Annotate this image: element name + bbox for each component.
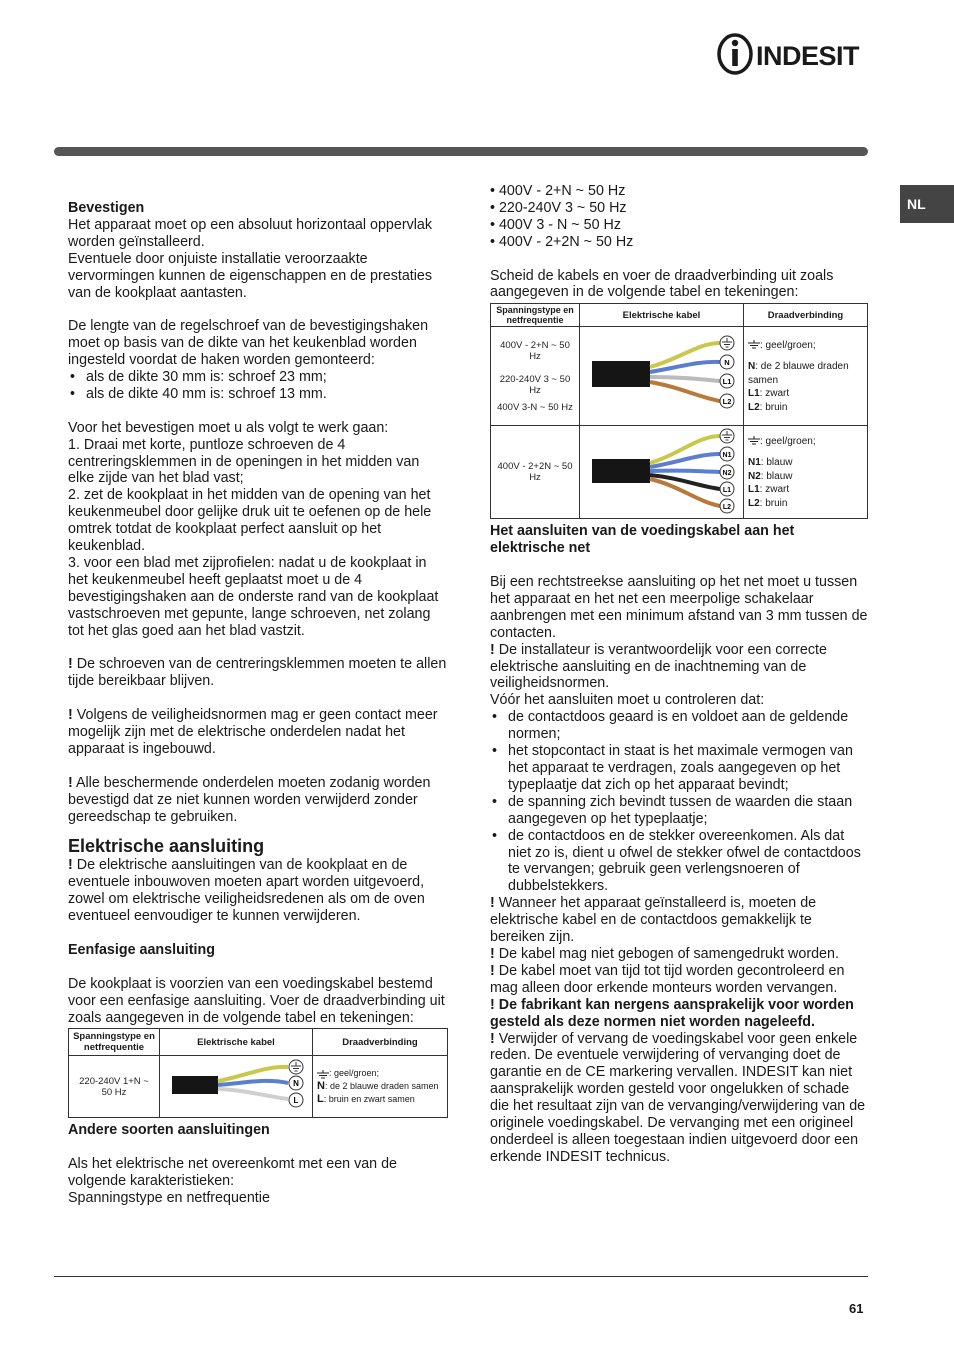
step: 2. zet de kookplaat in het midden van de opening van het keukenmeubel door gelijke druk uit te oefenen op de hele omtrek totdat de kookplaat perfect aansluit op het keukenblad.	[68, 487, 432, 555]
terminal-label: N	[724, 358, 730, 368]
language-tab: NL	[900, 185, 954, 223]
cable-drawing-cell	[160, 1056, 313, 1118]
warning	[68, 707, 448, 758]
paragraph: Als het elektrische net overeenkomt met een van de volgende karakteristieken:	[68, 1156, 398, 1190]
warning-mark: !	[68, 774, 73, 791]
warning-mark: !	[490, 945, 495, 962]
section-title-net: Het aansluiten van de voedingskabel aan het elektrische net	[490, 523, 795, 557]
section-title-bevestigen: Bevestigen	[68, 200, 145, 216]
frequency-value: 220-240V 3 ~ 50 Hz	[499, 373, 571, 396]
wire-text: : bruin en zwart samen	[323, 1094, 415, 1105]
warning-text: De elektrische aansluitingen van de kookplaat en de eventuele inbouwoven moeten apart worden uitgevoerd, zowel om elektrische veiligheidsredenen als om de oven eventueel eenvoudiger te kunnen verwijderen.	[68, 857, 425, 925]
paragraph: Eventuele door onjuiste installatie veroorzaakte vervormingen kunnen de eigenschappen en de prestaties van de kookplaat aantasten.	[68, 250, 433, 301]
dikte-list	[68, 369, 448, 403]
table-cell-frequency: 400V - 2+2N ~ 50 Hz	[491, 426, 580, 519]
warning-text: De fabrikant kan nergens aansprakelijk voor worden gesteld als deze normen niet worden nageleefd.	[490, 996, 854, 1030]
page-number: 61	[849, 1301, 864, 1316]
wire-text: : zwart	[759, 484, 790, 496]
frequency-value: 400V - 2+N ~ 50 Hz	[500, 339, 570, 362]
warning-text: Wanneer het apparaat geïnstalleerd is, moeten de elektrische kabel en de contactdoos gemakkelijk te bereiken zijn.	[490, 895, 817, 946]
table-header: Draadverbinding	[744, 304, 868, 327]
wire-text: : geel/groen;	[329, 1068, 380, 1079]
section-title-elektrische-aansluiting: Elektrische aansluiting	[68, 836, 265, 857]
left-column	[68, 200, 448, 1207]
frequency-item: • 400V - 2+N ~ 50 Hz	[490, 183, 626, 199]
warning-text: De schroeven van de centreringsklemmen moeten te allen tijde bereikbaar blijven.	[68, 656, 447, 690]
paragraph: Bij een rechtstreekse aansluiting op het net moet u tussen het apparaat en het net een meerpolige schakelaar aanbrengen met een minimum afstand van 3 mm tussen de contacten.	[490, 574, 868, 641]
warning-text: Alle beschermende onderdelen moeten zodanig worden bevestigd dat ze niet kunnen worden verwijderd zonder gereedschap te gebruiken.	[68, 774, 431, 825]
wire-text: : de 2 blauwe draden samen	[324, 1081, 439, 1092]
ground-symbol-icon	[748, 436, 760, 445]
warning	[490, 946, 870, 963]
wire-text: : bruin	[759, 401, 788, 413]
terminal-label: N1	[722, 452, 732, 460]
frequency-item: • 400V - 2+2N ~ 50 Hz	[490, 233, 634, 250]
brand-wordmark: INDESIT	[756, 41, 860, 71]
check-list	[490, 709, 870, 895]
wire-text: : geel/groen;	[760, 435, 816, 447]
warning-mark: !	[490, 895, 495, 912]
paragraph: De lengte van de regelschroef van de bevestigingshaken moet op basis van de dikte van het keukenblad worden ingesteld voordat de haken worden gemonteerd:	[68, 318, 429, 369]
terminal-label: N2	[722, 470, 732, 478]
list-item: • het stopcontact in staat is het maximale vermogen van het apparaat te verdragen, zoals aangegeven op het typeplaatje dat zich op het apparaat bevindt;	[490, 743, 870, 794]
wire-description-cell	[313, 1056, 448, 1118]
terminal-label: L1	[722, 487, 732, 495]
ground-terminal-icon	[720, 429, 734, 443]
warning	[490, 642, 870, 693]
warning-text: De kabel mag niet gebogen of samengedrukt worden.	[498, 945, 839, 962]
wire-text: : blauw	[760, 470, 793, 482]
warning-mark: !	[490, 962, 495, 979]
warning	[490, 895, 870, 946]
list-item: • de contactdoos en de stekker overeenkomen. Als dat niet zo is, dient u ofwel de stekker ofwel de contactdoos te vervangen; gebruik geen verlengsnoeren of dubbelstekkers.	[490, 828, 870, 896]
table-header: Elektrische kabel	[160, 1029, 313, 1056]
wire-description-cell	[744, 426, 868, 519]
wire-key: L1	[748, 484, 760, 496]
cable-drawing-cell	[580, 327, 744, 426]
terminal-label: L	[293, 1096, 299, 1106]
paragraph: De kookplaat is voorzien van een voedingskabel bestemd voor een eenfasige aansluiting. Voer de draadverbinding uit zoals aangegeven in de volgende tabel en tekeningen:	[68, 975, 445, 1026]
wire-blue	[650, 471, 720, 472]
wire-text: : de 2 blauwe draden samen	[748, 361, 849, 386]
list-item: • als de dikte 30 mm is: schroef 23 mm;	[68, 369, 448, 386]
table-header: Spanningstype en netfrequentie	[491, 304, 580, 327]
ground-terminal-icon	[289, 1060, 303, 1074]
wire-key: L1	[748, 388, 760, 400]
warning-text: Volgens de veiligheidsnormen mag er geen contact meer mogelijk zijn met de elektrische onderdelen nadat het apparaat is ingebouwd.	[68, 707, 438, 757]
wire-blue	[218, 1081, 288, 1085]
wire-yellow	[218, 1067, 288, 1081]
frequency-item: • 400V 3 - N ~ 50 Hz	[490, 216, 621, 233]
warning-mark: !	[68, 857, 73, 874]
warning-text: De kabel moet van tijd tot tijd worden gecontroleerd en mag alleen door erkende monteurs worden vervangen.	[490, 962, 845, 996]
warning	[68, 775, 448, 826]
wire-key: N2	[748, 470, 761, 482]
list-item: • de spanning zich bevindt tussen de waarden die staan aangegeven op het typeplaatje;	[490, 794, 870, 828]
warning	[68, 857, 448, 925]
warning	[68, 656, 448, 690]
step: 1. Draai met korte, puntloze schroeven de 4 centreringsklemmen in de openingen in het midden van elke zijde van het blad vast;	[68, 436, 420, 487]
wire-key: N1	[748, 457, 761, 469]
header-rule	[54, 147, 868, 156]
cable-sheath	[592, 361, 650, 387]
terminal-label: N	[293, 1079, 299, 1089]
wire-brown	[650, 382, 720, 401]
section-title-eenfasig: Eenfasige aansluiting	[68, 941, 215, 958]
indesit-logo-icon	[716, 32, 870, 76]
wire-key: L2	[748, 497, 760, 509]
list-item: • als de dikte 40 mm is: schroef 13 mm.	[68, 386, 448, 403]
step: 3. voor een blad met zijprofielen: nadat u de kookplaat in het keukenmeubel heeft geplaatst moet u de 4 bevestigingshaken aan de onderste rand van de kookplaat vastschroeven met gepunte, lange schroeven, net zolang tot het glas goed aan het blad vastzit.	[68, 555, 439, 639]
warning-text: De installateur is verantwoordelijk voor een correcte elektrische aansluiting en de inachtneming van de veiligheidsnormen.	[490, 641, 827, 692]
cable-drawing-cell	[580, 426, 744, 519]
list-item: • de contactdoos geaard is en voldoet aan de geldende normen;	[490, 709, 870, 743]
wire-grey	[218, 1089, 288, 1099]
ground-terminal-icon	[720, 336, 734, 350]
paragraph: Vóór het aansluiten moet u controleren dat:	[490, 692, 765, 709]
warning-mark: !	[490, 641, 495, 658]
wire-text: : bruin	[759, 497, 788, 509]
warning-bold	[490, 997, 870, 1031]
warning-mark: !	[68, 656, 73, 673]
connection-table-multi-phase	[490, 303, 868, 519]
cable-sheath	[592, 459, 650, 483]
warning-mark: !	[490, 996, 495, 1013]
right-column	[490, 183, 870, 1166]
wire-text: : zwart	[759, 388, 790, 400]
wire-key: L	[317, 1093, 324, 1106]
table-header: Spanningstype en netfrequentie	[69, 1029, 160, 1056]
frequency-item: • 220-240V 3 ~ 50 Hz	[490, 199, 627, 216]
brand-logo	[716, 32, 870, 76]
paragraph: Voor het bevestigen moet u als volgt te werk gaan:	[68, 419, 389, 436]
section-title-andere: Andere soorten aansluitingen	[68, 1122, 270, 1139]
cable-diagram-two-phase-two-neutral	[580, 426, 737, 515]
warning	[490, 1031, 870, 1166]
cable-sheath	[172, 1076, 218, 1094]
connection-table-single-phase	[68, 1028, 448, 1118]
footer-rule	[54, 1276, 868, 1277]
ground-symbol-icon	[317, 1070, 329, 1079]
terminal-label: L2	[722, 504, 732, 512]
terminal-label: L2	[722, 397, 732, 407]
cable-diagram-three-phase	[580, 327, 737, 422]
wire-grey	[650, 377, 720, 381]
wire-key: L2	[748, 401, 760, 413]
paragraph: Scheid de kabels en voer de draadverbinding uit zoals aangegeven in de volgende tabel en tekeningen:	[490, 267, 834, 301]
warning-mark: !	[68, 707, 73, 724]
wire-text: : geel/groen;	[760, 339, 816, 351]
ground-symbol-icon	[748, 340, 760, 349]
wire-text: : blauw	[760, 457, 793, 469]
wire-description-cell	[744, 327, 868, 426]
table-cell-frequency	[491, 327, 580, 426]
warning-text: Verwijder of vervang de voedingskabel voor geen enkele reden. De eventuele verwijdering of vervanging doet de garantie en de CE markering vervallen. INDESIT kan niet aansprakelijk worden gesteld voor ongelukken of schade die het resultaat zijn van de vervanging/verwijdering van de originele voedingskabel. De vervanging met een origineel onderdeel is alleen toegestaan indien uitgevoerd door een erkende INDESIT technicus.	[490, 1030, 866, 1165]
table-header: Draadverbinding	[313, 1029, 448, 1056]
wire-key: N	[748, 361, 756, 373]
paragraph: Spanningstype en netfrequentie	[68, 1190, 270, 1207]
warning	[490, 963, 870, 997]
frequency-value: 400V 3-N ~ 50 Hz	[497, 401, 573, 413]
cable-diagram-single-phase	[160, 1056, 306, 1114]
warning-mark: !	[490, 1030, 495, 1047]
terminal-label: L1	[722, 377, 732, 387]
paragraph: Het apparaat moet op een absoluut horizontaal oppervlak worden geïnstalleerd.	[68, 216, 433, 250]
wire-key: N	[317, 1080, 325, 1093]
table-cell-frequency: 220-240V 1+N ~ 50 Hz	[69, 1056, 160, 1118]
table-header: Elektrische kabel	[580, 304, 744, 327]
